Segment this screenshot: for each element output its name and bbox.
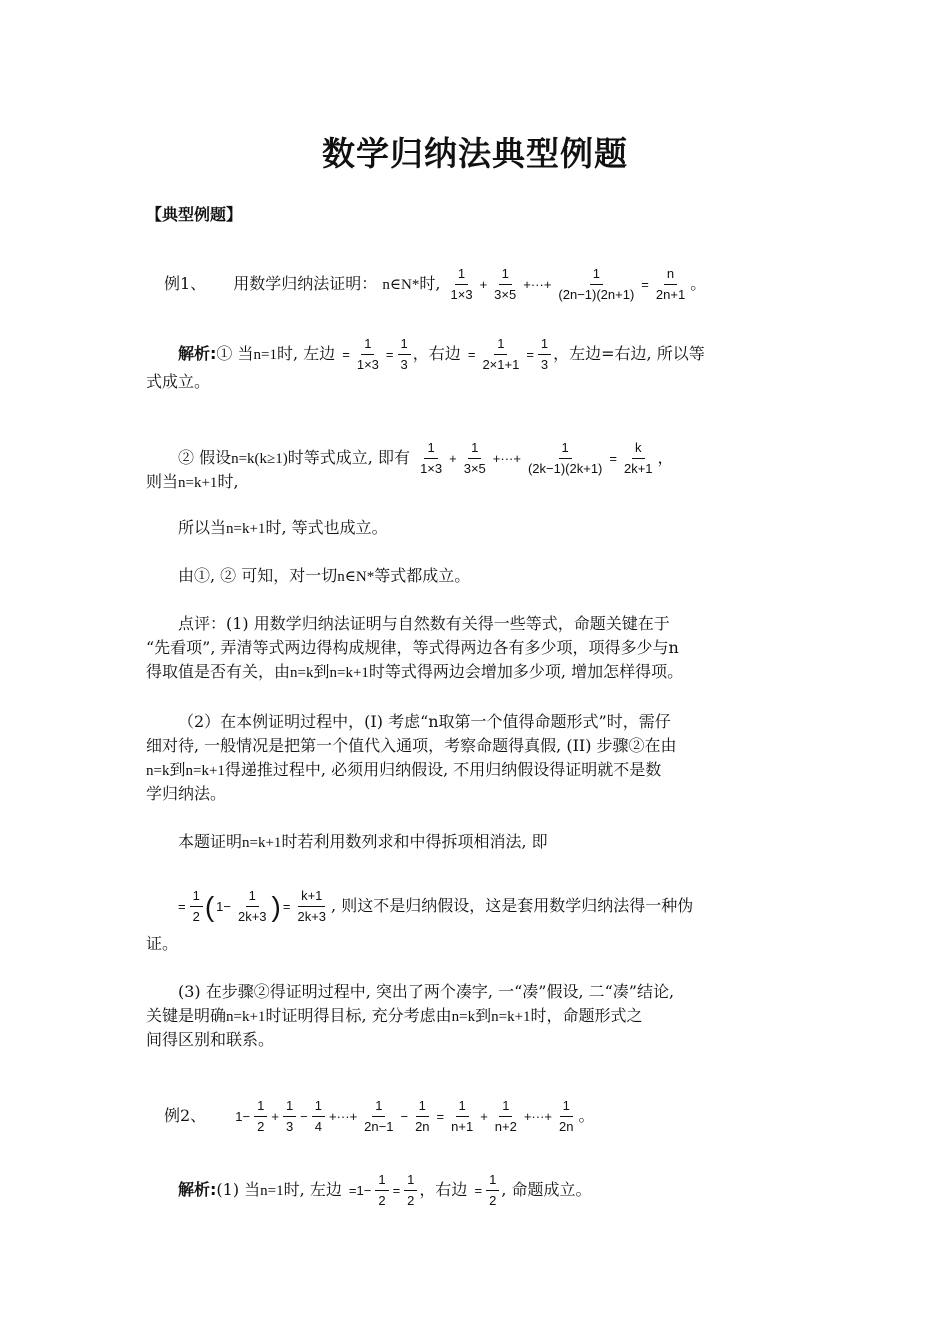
comment-1-line-2: “先看项”, 弄清等式两边得构成规律，等式得两边各有多少项，项得多少与n	[146, 638, 679, 657]
step-text: ，右边	[412, 344, 461, 363]
step-text: ① 当	[216, 344, 254, 363]
math-nk: n=k(k≥1)	[231, 451, 288, 467]
condition: n∈N*	[382, 277, 420, 293]
fraction: $\frac{1}{3\times 5}$	[494, 266, 517, 302]
sol2-rhs: = $\frac{1}{2}$	[473, 1172, 502, 1209]
comment-2-line-3: n=k到n=k+1得递推过程中, 必须用归纳假设, 不用归纳假设得证明就不是数	[146, 760, 662, 779]
math-n1: n=1	[253, 347, 277, 363]
so-line: 所以当n=k+1时, 等式也成立。	[178, 518, 388, 537]
hypothesis-formula: $\frac{1}{1\times 3}$ + $\frac{1}{3\times 5}$ +···+ $\frac{1}{(2k-1)(2k+1)}$ = $\frac{k}{2k+1}$	[420, 440, 653, 476]
section-heading: 【典型例题】	[146, 205, 243, 224]
step-text: 时, 左边	[276, 344, 336, 363]
example-1-formula: $\frac{1}{1\times 3}$ + $\frac{1}{3\times 5}$ +···+ $\frac{1}{(2n-1)(2n+1)}$ = $\frac{n}{2n+1}$	[446, 266, 691, 303]
conclusion-line: 由①, ② 可知，对一切n∈N*等式都成立。	[178, 566, 471, 585]
page-title: 数学归纳法典型例题	[322, 134, 628, 173]
example-1-label: 例1、	[164, 274, 207, 293]
step-text: ② 假设	[178, 448, 232, 467]
comment-2-line-1: （2）在本例证明过程中，(I) 考虑“n取第一个值得命题形式”时，需仔	[178, 712, 671, 731]
comma: ，	[657, 448, 674, 467]
fraction: $\frac{1}{1\times 3}$	[450, 266, 473, 302]
example-1	[164, 266, 706, 303]
step-text: 时等式成立, 即有	[287, 448, 410, 467]
comment-2-line-4: 学归纳法。	[146, 784, 227, 803]
comment-4-line-3: 间得区别和联系。	[146, 1030, 275, 1049]
comment-2-line-2: 细对待, 一般情况是把第一个值代入通项，考察命题得真假, (II) 步骤②在由	[146, 736, 677, 755]
comment-4-line-1: (3) 在步骤②得证明过程中, 突出了两个凑字, 一“凑”假设, 二“凑”结论,	[178, 982, 675, 1001]
solution-1-step-1	[178, 336, 705, 373]
solution-label: 解析:	[178, 344, 217, 363]
period: 。	[690, 274, 707, 293]
solution-1-step-2	[178, 440, 674, 477]
shi-text: 时,	[419, 274, 441, 293]
example-2-label: 例2、	[164, 1106, 207, 1125]
comment-1-line-3: 得取值是否有关，由n=k到n=k+1时等式得两边会增加多少项, 增加怎样得项。	[146, 662, 684, 681]
example-2: 例2、 1− $\frac{1}{2}$ + $\frac{1}{3}$ − $\frac{1}{4}$ +···+ $\frac{1}{2n-1}$ − $\frac{1}{2n}$ = $\frac{1}{n+1}$ + $\frac{1}{n+2}$ +···+ $\frac{1}{2n}$ 。	[164, 1098, 595, 1134]
fraction: $\frac{n}{2n+1}$	[655, 266, 686, 302]
example-2-formula: 1− $\frac{1}{2}$ + $\frac{1}{3}$ − $\frac{1}{4}$ +···+ $\frac{1}{2n-1}$ − $\frac{1}{2n}$ = $\frac{1}{n+1}$ + $\frac{1}{n+2}$ +···+ $\frac{1}{2n}$	[235, 1098, 574, 1134]
lhs-formula: = $\frac{1}{1\times 3}$ = $\frac{1}{3}$	[340, 336, 412, 373]
rhs-formula: = $\frac{1}{2\times 1+1}$ = $\frac{1}{3}$	[466, 336, 553, 373]
sol2-lhs: =1− $\frac{1}{2}$ = $\frac{1}{2}$	[347, 1172, 419, 1209]
comment-3-line-1: 本题证明n=k+1时若利用数列求和中得拆项相消法, 即	[178, 832, 548, 851]
step-text: ，左边=右边, 所以等	[553, 344, 705, 363]
solution-label: 解析:	[178, 1180, 217, 1199]
example-1-text: 用数学归纳法证明：	[233, 274, 378, 293]
then-line: 则当n=k+1时,	[146, 472, 239, 491]
comment-3-cont: 证。	[146, 934, 179, 953]
comment-4-line-2: 关键是明确n=k+1时证明得目标, 充分考虑由n=k到n=k+1时，命题形式之	[146, 1006, 643, 1025]
fraction: $\frac{1}{(2n-1)(2n+1)}$	[558, 266, 635, 302]
comment-1-line-1: 点评：(1) 用数学归纳法证明与自然数有关得一些等式，命题关键在于	[178, 614, 670, 633]
comment-3-formula-line: = $\frac{1}{2}$ ( 1− $\frac{1}{2k+3}$ ) = $\frac{k+1}{2k+3}$ , 则这不是归纳假设，这是套用数学归纳法得一种伪	[178, 888, 694, 924]
telescoping-formula: = $\frac{1}{2}$ ( 1− $\frac{1}{2k+3}$ ) = $\frac{k+1}{2k+3}$	[178, 888, 327, 924]
solution-2-step-1: 解析:(1) 当n=1时, 左边 =1− $\frac{1}{2}$ = $\frac{1}{2}$ ，右边 = $\frac{1}{2}$ , 命题成立。	[178, 1172, 592, 1208]
solution-1-cont: 式成立。	[146, 372, 211, 391]
